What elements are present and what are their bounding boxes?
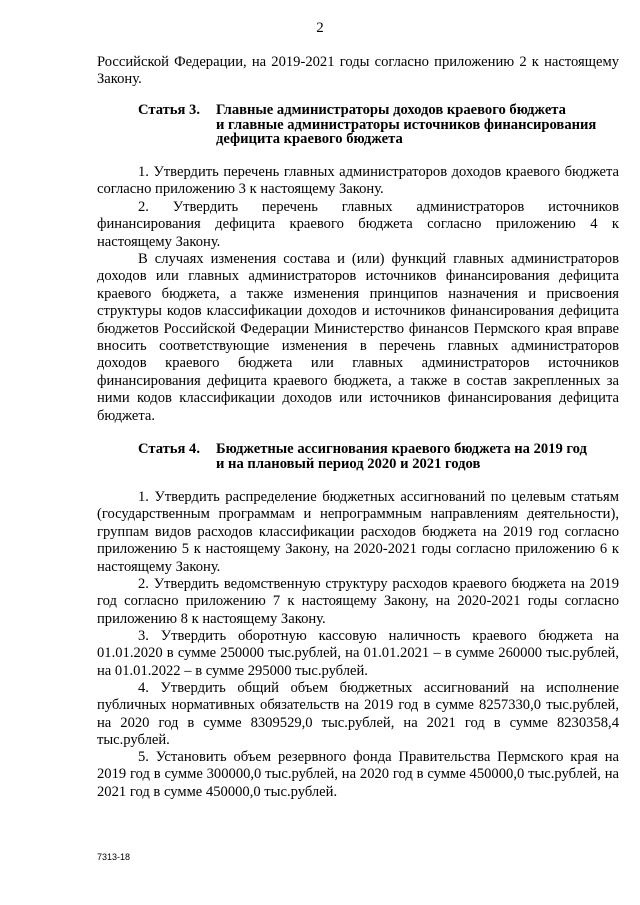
article-4-title-line2: и на плановый период 2020 и 2021 годов: [216, 455, 481, 472]
article-4-paragraph-2: 2. Утвердить ведомственную структуру расходов краевого бюджета на 2019 год согласно приложению 7 к настоящему Закону, на 2020-2021 годы согласно приложению 8 к настоящему Закону.: [97, 576, 619, 627]
article-4-paragraph-3: 3. Утвердить оборотную кассовую наличность краевого бюджета на 01.01.2020 в сумме 250000 тыс.рублей, на 01.01.2021 – в сумме 260000 тыс.рублей, на 01.01.2022 – в сумме 295000 тыс.рублей.: [97, 628, 619, 679]
article-3-title-line1: Главные администраторы доходов краевого бюджета: [216, 102, 566, 118]
article-3-title-line2: и главные администраторы источников финансирования: [216, 116, 597, 133]
article-3-heading: [97, 103, 619, 147]
article-4-title: [216, 442, 619, 471]
intro-paragraph: Российской Федерации, на 2019-2021 годы согласно приложению 2 к настоящему Закону.: [97, 54, 619, 88]
article-4-paragraph-1: 1. Утвердить распределение бюджетных ассигнований по целевым статьям (государственным программам и непрограммным направлениям деятельности), группам видов расходов классификации расходов бюджета на 2019 год согласно приложению 5 к настоящему Закону, на 2020-2021 годы согласно приложению 6 к настоящему Закону.: [97, 489, 619, 575]
article-4-heading: [97, 442, 619, 471]
page-number: 2: [316, 20, 324, 36]
article-3-paragraph-1: 1. Утвердить перечень главных администраторов доходов краевого бюджета согласно приложению 3 к настоящему Закону.: [97, 164, 619, 198]
article-4-paragraph-5: 5. Установить объем резервного фонда Правительства Пермского края на 2019 год в сумме 300000,0 тыс.рублей, на 2020 год в сумме 450000,0 тыс.рублей, на 2021 год в сумме 450000,0 тыс.рублей.: [97, 749, 619, 800]
article-3-title-line3: дефицита краевого бюджета: [216, 131, 403, 147]
document-code: 7313-18: [97, 852, 131, 862]
article-4-label: Статья 4.: [138, 441, 200, 457]
article-3-label: Статья 3.: [138, 102, 200, 118]
article-3-paragraph-2: 2. Утвердить перечень главных администраторов источников финансирования дефицита краевого бюджета согласно приложению 4 к настоящему Закону.: [97, 199, 619, 250]
article-3-title: [216, 103, 619, 147]
article-3-paragraph-3: В случаях изменения состава и (или) функций главных администраторов доходов или главных администраторов источников финансирования дефицита краевого бюджета, а также изменения принципов назначения и присвоения структуры кодов классификации доходов и источников финансирования дефицита бюджетов Российской Федерации Министерство финансов Пермского края вправе вносить соответствующие изменения в перечень главных администраторов доходов краевого бюджета или главных администраторов источников финансирования дефицита краевого бюджета, а также в состав закрепленных за ними кодов классификации доходов или источников финансирования дефицита бюджета.: [97, 251, 619, 424]
article-4-paragraph-4: 4. Утвердить общий объем бюджетных ассигнований на исполнение публичных нормативных обязательств на 2019 год в сумме 8257330,0 тыс.рублей, на 2020 год в сумме 8309529,0 тыс.рублей, на 2021 год в сумме 8230358,4 тыс.рублей.: [97, 680, 619, 749]
article-4-title-line1: Бюджетные ассигнования краевого бюджета на 2019 год: [216, 441, 587, 457]
